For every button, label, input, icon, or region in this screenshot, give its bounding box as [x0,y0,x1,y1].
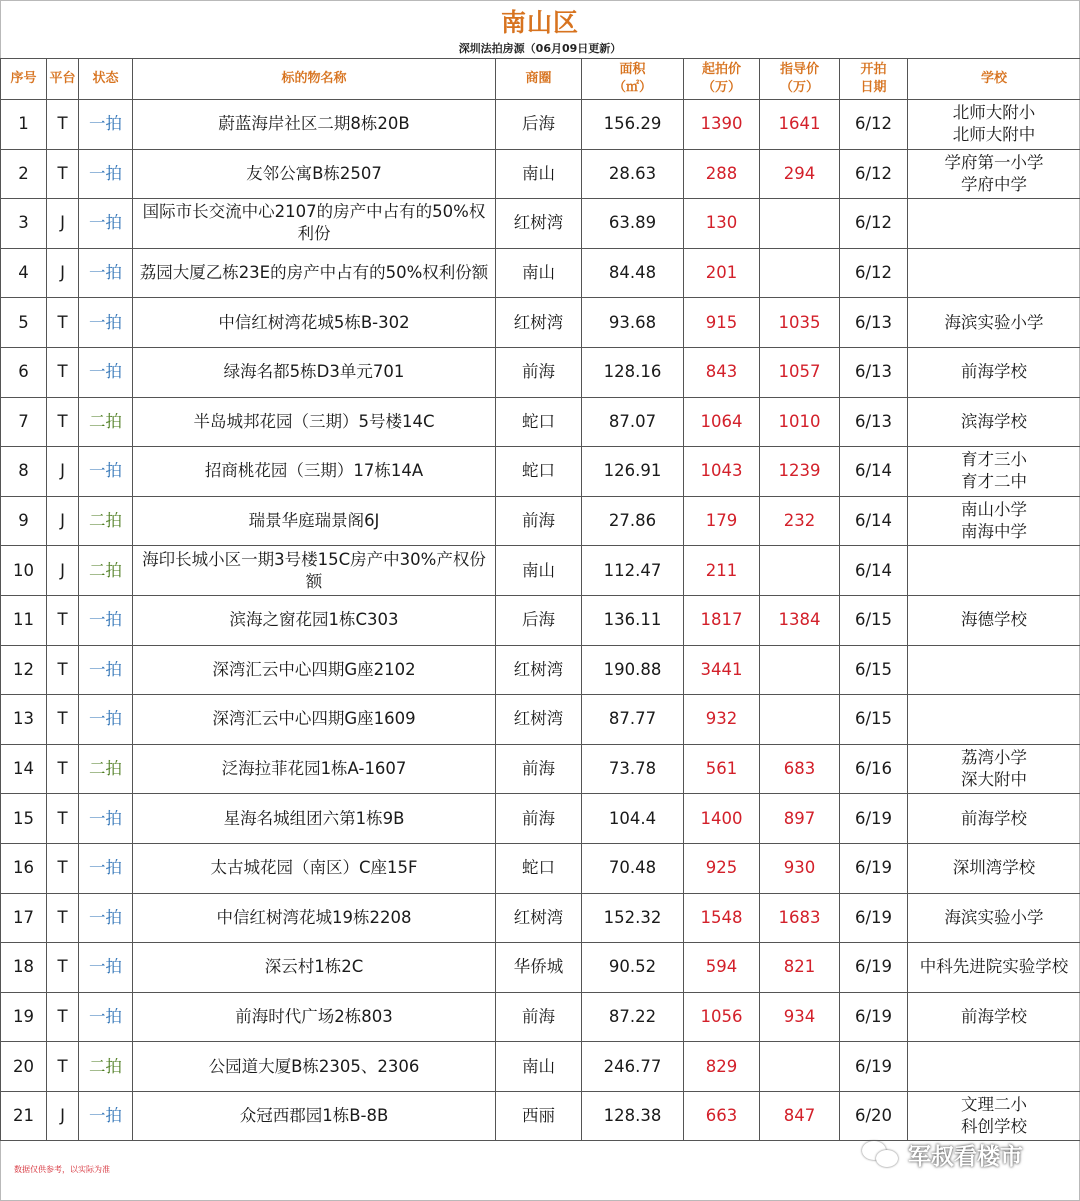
cell-size: 128.16 [582,347,684,397]
cell-guide-price [760,248,840,298]
cell-start-price: 1390 [684,100,760,150]
cell-date: 6/14 [840,546,908,596]
cell-status: 一拍 [79,298,133,348]
school-line-1: 海滨实验小学 [944,907,1044,927]
cell-size: 156.29 [582,100,684,150]
cell-platform: J [47,199,79,249]
cell-index: 13 [1,695,47,745]
cell-guide-price [760,695,840,745]
cell-status: 二拍 [79,397,133,447]
header-school: 学校 [908,59,1080,100]
cell-area: 红树湾 [496,893,582,943]
cell-start-price: 561 [684,744,760,794]
cell-date: 6/20 [840,1091,908,1141]
cell-guide-price: 1384 [760,595,840,645]
cell-area: 南山 [496,1042,582,1092]
watermark [862,1136,1023,1172]
cell-platform: T [47,298,79,348]
header-platform: 平台 [47,59,79,100]
cell-date: 6/19 [840,943,908,993]
cell-guide-price: 1035 [760,298,840,348]
cell-index: 14 [1,744,47,794]
cell-school [908,794,1080,844]
cell-size: 73.78 [582,744,684,794]
cell-start-price: 201 [684,248,760,298]
cell-start-price: 179 [684,496,760,546]
cell-school [908,744,1080,794]
cell-area: 蛇口 [496,447,582,497]
cell-guide-price: 1010 [760,397,840,447]
cell-school [908,546,1080,596]
cell-index: 10 [1,546,47,596]
cell-status: 一拍 [79,893,133,943]
page-title: 南山区 [500,8,579,37]
cell-area: 前海 [496,496,582,546]
cell-start-price: 932 [684,695,760,745]
cell-start-price: 843 [684,347,760,397]
cell-school [908,893,1080,943]
cell-date: 6/12 [840,100,908,150]
cell-status: 二拍 [79,546,133,596]
cell-status: 一拍 [79,695,133,745]
header-name: 标的物名称 [133,59,496,100]
cell-size: 152.32 [582,893,684,943]
table-row [1,1042,1080,1092]
cell-platform: T [47,794,79,844]
cell-platform: T [47,893,79,943]
cell-platform: J [47,447,79,497]
table-row [1,893,1080,943]
cell-size: 70.48 [582,843,684,893]
cell-start-price: 1043 [684,447,760,497]
cell-status: 二拍 [79,744,133,794]
cell-guide-price: 1057 [760,347,840,397]
cell-status: 二拍 [79,496,133,546]
cell-index: 16 [1,843,47,893]
cell-date: 6/15 [840,595,908,645]
table-row [1,794,1080,844]
cell-date: 6/19 [840,992,908,1042]
cell-school [908,347,1080,397]
cell-guide-price: 1683 [760,893,840,943]
cell-area: 西丽 [496,1091,582,1141]
cell-size: 84.48 [582,248,684,298]
cell-guide-price: 683 [760,744,840,794]
cell-area: 南山 [496,248,582,298]
school-line-1: 深圳湾学校 [952,858,1036,878]
cell-area: 南山 [496,546,582,596]
cell-guide-price: 821 [760,943,840,993]
table-row [1,992,1080,1042]
cell-index: 20 [1,1042,47,1092]
table-row [1,546,1080,596]
cell-area: 南山 [496,149,582,199]
cell-platform: J [47,546,79,596]
school-line-2: 北师大附中 [952,125,1036,145]
cell-school [908,943,1080,993]
cell-start-price: 211 [684,546,760,596]
cell-size: 128.38 [582,1091,684,1141]
cell-name: 滨海之窗花园1栋C303 [133,595,496,645]
cell-guide-price: 1641 [760,100,840,150]
cell-index: 7 [1,397,47,447]
school-line-1: 学府第一小学 [944,152,1044,172]
school-line-1: 南山小学 [961,500,1027,520]
cell-name: 绿海名都5栋D3单元701 [133,347,496,397]
cell-school [908,1042,1080,1092]
header-start-price [684,59,760,100]
table-row [1,496,1080,546]
cell-platform: T [47,744,79,794]
cell-index: 8 [1,447,47,497]
cell-school [908,248,1080,298]
cell-area: 蛇口 [496,843,582,893]
cell-area: 前海 [496,744,582,794]
cell-area: 红树湾 [496,645,582,695]
header-guide-label: 指导价 [779,62,819,77]
cell-platform: T [47,595,79,645]
cell-date: 6/16 [840,744,908,794]
listing-table [0,58,1080,1141]
cell-name: 星海名城组团六第1栋9B [133,794,496,844]
header-date [840,59,908,100]
cell-name: 深云村1栋2C [133,943,496,993]
cell-guide-price: 847 [760,1091,840,1141]
cell-school [908,843,1080,893]
cell-date: 6/13 [840,397,908,447]
cell-status: 一拍 [79,447,133,497]
school-line-2: 深大附中 [961,770,1027,790]
table-row [1,248,1080,298]
table-row [1,943,1080,993]
school-line-1: 育才三小 [961,450,1027,470]
cell-school [908,645,1080,695]
header-guide-unit: （万） [779,80,819,95]
cell-index: 9 [1,496,47,546]
school-line-1: 滨海学校 [961,411,1027,431]
cell-platform: J [47,496,79,546]
cell-start-price: 915 [684,298,760,348]
header-size-label: 面积 [619,62,646,77]
cell-date: 6/19 [840,843,908,893]
school-line-1: 前海学校 [961,1006,1027,1026]
cell-name: 太古城花园（南区）C座15F [133,843,496,893]
cell-index: 15 [1,794,47,844]
cell-platform: J [47,248,79,298]
cell-guide-price [760,546,840,596]
table-row [1,100,1080,150]
table-row [1,1091,1080,1141]
cell-name: 泛海拉菲花园1栋A-1607 [133,744,496,794]
school-line-1: 北师大附小 [952,103,1036,123]
cell-index: 12 [1,645,47,695]
cell-date: 6/19 [840,1042,908,1092]
cell-guide-price: 232 [760,496,840,546]
footnote: 数据仅供参考，以实际为准 [14,1165,110,1174]
cell-start-price: 829 [684,1042,760,1092]
cell-guide-price: 1239 [760,447,840,497]
cell-name: 友邻公寓B栋2507 [133,149,496,199]
cell-platform: T [47,943,79,993]
table-row [1,447,1080,497]
cell-school [908,447,1080,497]
cell-area: 后海 [496,100,582,150]
cell-index: 6 [1,347,47,397]
cell-size: 126.91 [582,447,684,497]
school-line-1: 文理二小 [961,1095,1027,1115]
cell-index: 4 [1,248,47,298]
cell-platform: T [47,1042,79,1092]
cell-platform: T [47,645,79,695]
school-line-1: 中科先进院实验学校 [919,957,1069,977]
table-row [1,347,1080,397]
cell-platform: T [47,347,79,397]
cell-name: 深湾汇云中心四期G座2102 [133,645,496,695]
cell-platform: T [47,100,79,150]
cell-index: 3 [1,199,47,249]
cell-status: 一拍 [79,843,133,893]
cell-school [908,397,1080,447]
cell-platform: J [47,1091,79,1141]
cell-date: 6/15 [840,695,908,745]
cell-start-price: 3441 [684,645,760,695]
header-date-label-1: 开拍 [860,62,887,77]
table-row [1,199,1080,249]
cell-index: 18 [1,943,47,993]
cell-size: 136.11 [582,595,684,645]
header-size [582,59,684,100]
cell-name: 半岛城邦花园（三期）5号楼14C [133,397,496,447]
cell-name: 瑞景华庭瑞景阁6J [133,496,496,546]
cell-date: 6/13 [840,298,908,348]
cell-size: 87.22 [582,992,684,1042]
table-header-row [1,59,1080,100]
cell-platform: T [47,992,79,1042]
cell-size: 93.68 [582,298,684,348]
cell-name: 蔚蓝海岸社区二期8栋20B [133,100,496,150]
table-row [1,298,1080,348]
cell-start-price: 1400 [684,794,760,844]
cell-date: 6/12 [840,149,908,199]
cell-size: 87.77 [582,695,684,745]
cell-size: 246.77 [582,1042,684,1092]
cell-platform: T [47,149,79,199]
cell-school [908,100,1080,150]
cell-start-price: 1548 [684,893,760,943]
cell-start-price: 925 [684,843,760,893]
cell-size: 112.47 [582,546,684,596]
cell-platform: T [47,397,79,447]
cell-platform: T [47,695,79,745]
cell-date: 6/14 [840,447,908,497]
cell-index: 11 [1,595,47,645]
wechat-icon [862,1139,900,1169]
header-index: 序号 [1,59,47,100]
school-line-2: 育才二中 [961,472,1027,492]
school-line-1: 前海学校 [961,362,1027,382]
school-line-1: 前海学校 [961,808,1027,828]
cell-status: 一拍 [79,1091,133,1141]
cell-date: 6/19 [840,794,908,844]
cell-name: 公园道大厦B栋2305、2306 [133,1042,496,1092]
table-row [1,843,1080,893]
school-line-1: 海德学校 [961,610,1027,630]
cell-school [908,199,1080,249]
table-row [1,397,1080,447]
school-line-1: 海滨实验小学 [944,312,1044,332]
cell-status: 一拍 [79,992,133,1042]
cell-area: 华侨城 [496,943,582,993]
cell-school [908,992,1080,1042]
page-subtitle: 深圳法拍房源（06月09日更新） [458,42,622,55]
header-start-unit: （万） [701,80,741,95]
cell-area: 红树湾 [496,298,582,348]
cell-size: 90.52 [582,943,684,993]
cell-date: 6/15 [840,645,908,695]
cell-start-price: 130 [684,199,760,249]
cell-name: 中信红树湾花城19栋2208 [133,893,496,943]
school-line-2: 南海中学 [961,522,1027,542]
cell-area: 蛇口 [496,397,582,447]
cell-status: 一拍 [79,199,133,249]
cell-area: 红树湾 [496,695,582,745]
cell-index: 19 [1,992,47,1042]
cell-status: 一拍 [79,149,133,199]
cell-status: 一拍 [79,595,133,645]
cell-start-price: 1817 [684,595,760,645]
cell-start-price: 1056 [684,992,760,1042]
school-line-1: 荔湾小学 [961,748,1027,768]
cell-size: 190.88 [582,645,684,695]
cell-name: 众冠西郡园1栋B-8B [133,1091,496,1141]
school-line-2: 学府中学 [961,174,1027,194]
cell-school [908,496,1080,546]
cell-index: 21 [1,1091,47,1141]
header-guide-price [760,59,840,100]
cell-size: 28.63 [582,149,684,199]
cell-name: 海印长城小区一期3号楼15C房产中30%产权份额 [133,546,496,596]
cell-school [908,595,1080,645]
cell-school [908,298,1080,348]
cell-index: 5 [1,298,47,348]
cell-status: 一拍 [79,248,133,298]
cell-name: 国际市长交流中心2107的房产中占有的50%权利份 [133,199,496,249]
cell-area: 后海 [496,595,582,645]
school-line-2: 科创学校 [961,1117,1027,1137]
cell-size: 104.4 [582,794,684,844]
cell-size: 63.89 [582,199,684,249]
cell-date: 6/14 [840,496,908,546]
cell-status: 一拍 [79,100,133,150]
header-start-label: 起拍价 [701,62,741,77]
cell-platform: T [47,843,79,893]
table-row [1,595,1080,645]
table-row [1,695,1080,745]
cell-index: 1 [1,100,47,150]
cell-index: 17 [1,893,47,943]
cell-size: 27.86 [582,496,684,546]
cell-name: 前海时代广场2栋803 [133,992,496,1042]
cell-status: 一拍 [79,794,133,844]
cell-index: 2 [1,149,47,199]
cell-guide-price: 294 [760,149,840,199]
cell-date: 6/19 [840,893,908,943]
table-row [1,744,1080,794]
cell-date: 6/12 [840,199,908,249]
cell-date: 6/12 [840,248,908,298]
cell-school [908,695,1080,745]
cell-start-price: 594 [684,943,760,993]
cell-date: 6/13 [840,347,908,397]
cell-guide-price: 897 [760,794,840,844]
cell-area: 红树湾 [496,199,582,249]
cell-school [908,1091,1080,1141]
table-row [1,149,1080,199]
header-status: 状态 [79,59,133,100]
cell-school [908,149,1080,199]
cell-start-price: 288 [684,149,760,199]
cell-area: 前海 [496,347,582,397]
cell-status: 一拍 [79,645,133,695]
cell-size: 87.07 [582,397,684,447]
cell-guide-price: 930 [760,843,840,893]
cell-status: 一拍 [79,943,133,993]
cell-name: 中信红树湾花城5栋B-302 [133,298,496,348]
cell-area: 前海 [496,794,582,844]
header-date-label-2: 日期 [860,80,887,95]
header-size-unit: （㎡） [612,80,652,95]
cell-start-price: 663 [684,1091,760,1141]
cell-name: 招商桃花园（三期）17栋14A [133,447,496,497]
header-area: 商圈 [496,59,582,100]
watermark-text: 军叔看楼市 [908,1143,1023,1170]
cell-guide-price [760,645,840,695]
cell-area: 前海 [496,992,582,1042]
cell-status: 一拍 [79,347,133,397]
cell-start-price: 1064 [684,397,760,447]
cell-guide-price [760,199,840,249]
table-row [1,645,1080,695]
cell-status: 二拍 [79,1042,133,1092]
cell-name: 深湾汇云中心四期G座1609 [133,695,496,745]
cell-guide-price [760,1042,840,1092]
cell-name: 荔园大厦乙栋23E的房产中占有的50%权利份额 [133,248,496,298]
cell-guide-price: 934 [760,992,840,1042]
